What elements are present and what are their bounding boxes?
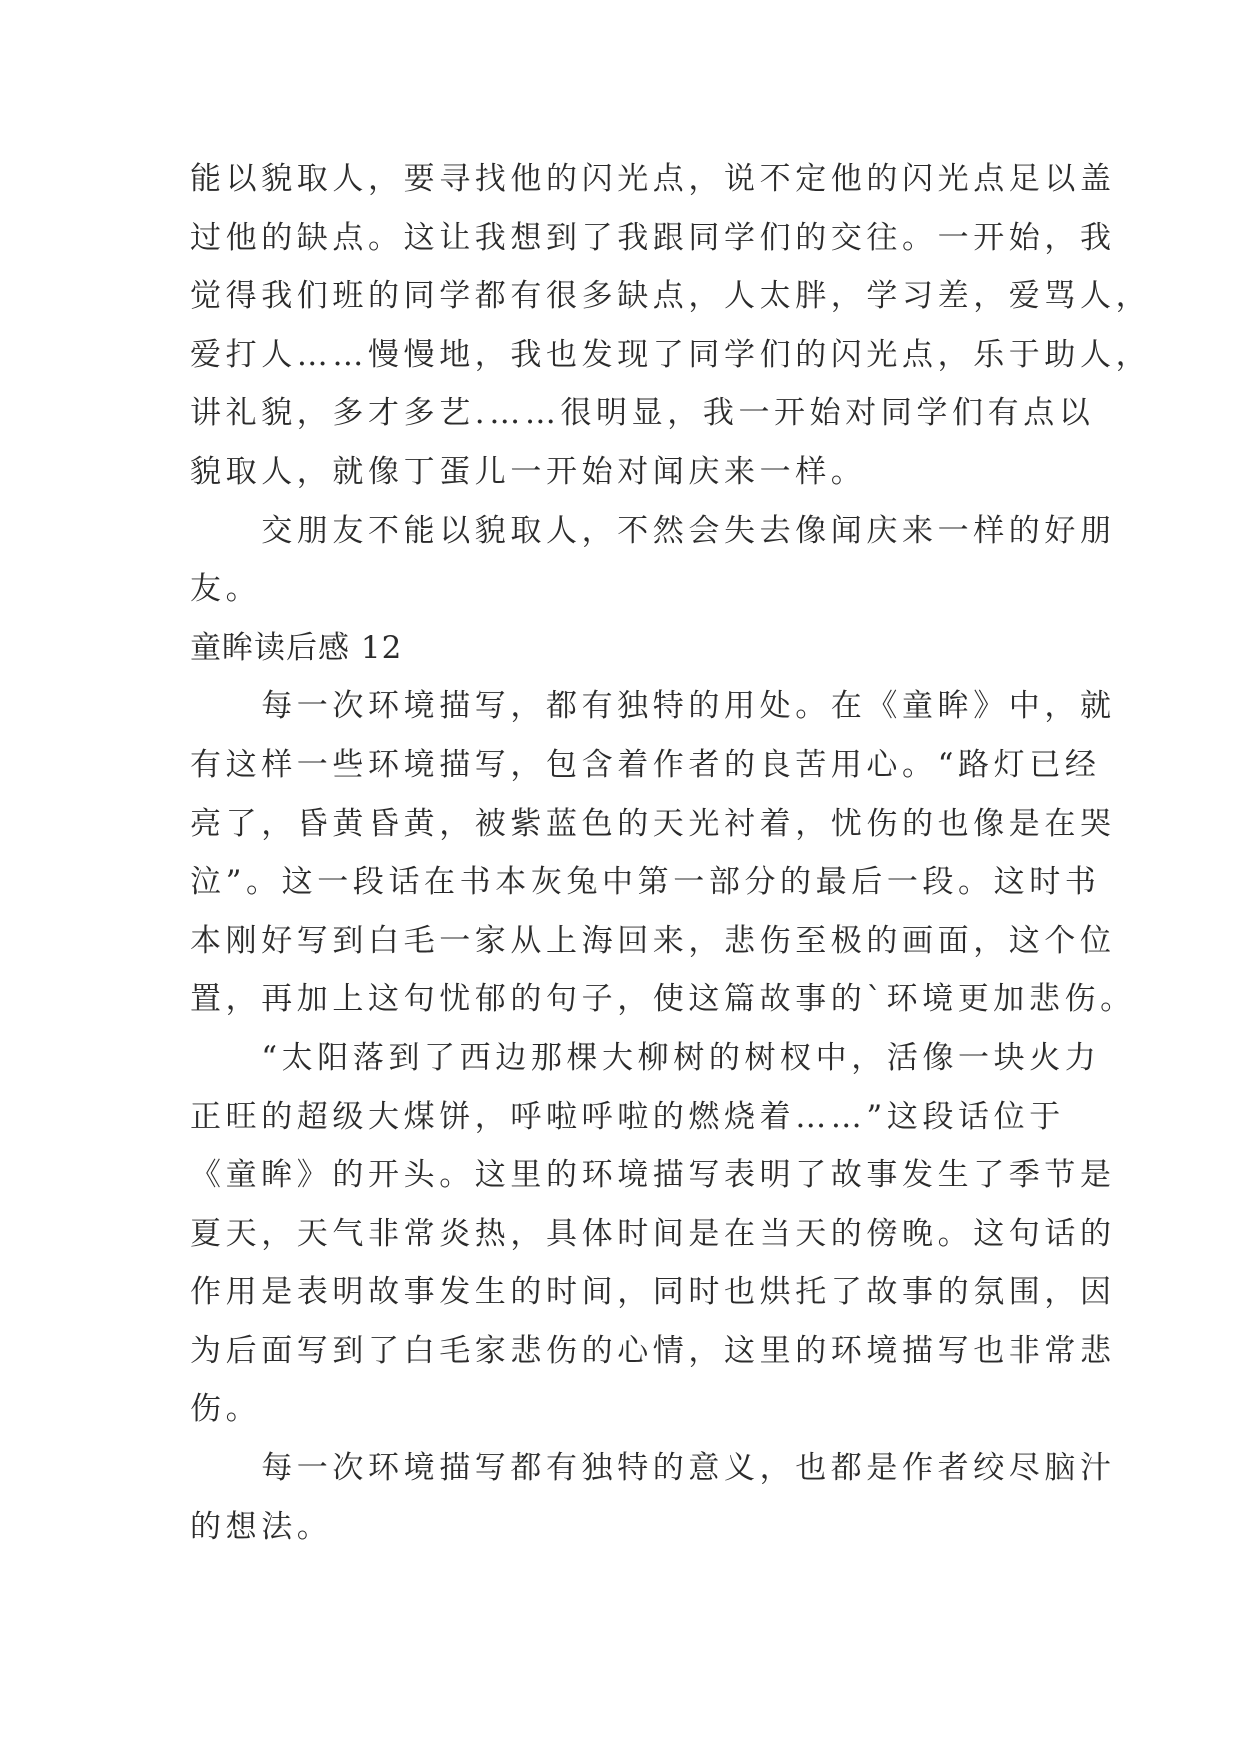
text-line: 置，再加上这句忧郁的句子，使这篇故事的`环境更加悲伤。 [190,981,1136,1018]
text-line: 爱打人……慢慢地，我也发现了同学们的闪光点，乐于助人， [190,336,1152,373]
text-line: 泣”。这一段话在书本灰兔中第一部分的最后一段。这时书 [190,864,1101,901]
text-line: 有这样一些环境描写，包含着作者的良苦用心。“路灯已经 [190,746,1101,783]
text-line: 貌取人，就像丁蛋儿一开始对闻庆来一样。 [190,453,867,490]
text-line: 作用是表明故事发生的时间，同时也烘托了故事的氛围，因 [190,1274,1116,1311]
text-line: 本刚好写到白毛一家从上海回来，悲伤至极的画面，这个位 [190,922,1116,959]
text-line: 能以貌取人，要寻找他的闪光点，说不定他的闪光点足以盖 [190,161,1116,197]
text-line: 每一次环境描写，都有独特的用处。在《童眸》中，就 [190,688,1116,725]
paragraph-1 [190,150,1152,502]
text-line: 友。 [190,571,262,608]
paragraph-4 [190,1029,1116,1439]
text-line: 每一次环境描写都有独特的意义，也都是作者绞尽脑汁 [190,1450,1116,1487]
text-line: 正旺的超级大煤饼，呼啦呼啦的燃烧着……”这段话位于 [190,1098,1065,1135]
section-heading: 童眸读后感 12 [190,629,403,666]
paragraph-2 [190,502,1116,619]
text-line: 为后面写到了白毛家悲伤的心情，这里的环境描写也非常悲 [190,1332,1116,1369]
text-line: 亮了，昏黄昏黄，被紫蓝色的天光衬着，忧伤的也像是在哭 [190,805,1116,842]
text-line: 《童眸》的开头。这里的环境描写表明了故事发生了季节是 [190,1157,1116,1194]
text-line: 的想法。 [190,1508,333,1545]
paragraph-3 [190,677,1136,1029]
text-line: 伤。 [190,1391,262,1428]
text-line: 觉得我们班的同学都有很多缺点，人太胖，学习差，爱骂人， [190,278,1152,315]
paragraph-5 [190,1439,1116,1556]
text-line: 交朋友不能以貌取人，不然会失去像闻庆来一样的好朋 [190,512,1116,549]
text-line: 夏天，天气非常炎热，具体时间是在当天的傍晚。这句话的 [190,1215,1116,1252]
text-line: 过他的缺点。这让我想到了我跟同学们的交往。一开始，我 [190,219,1116,256]
document-body [190,150,1152,1556]
text-line: “太阳落到了西边那棵大柳树的树杈中，活像一块火力 [190,1039,1101,1076]
text-line: 讲礼貌，多才多艺.……很明显，我一开始对同学们有点以 [190,395,1095,432]
